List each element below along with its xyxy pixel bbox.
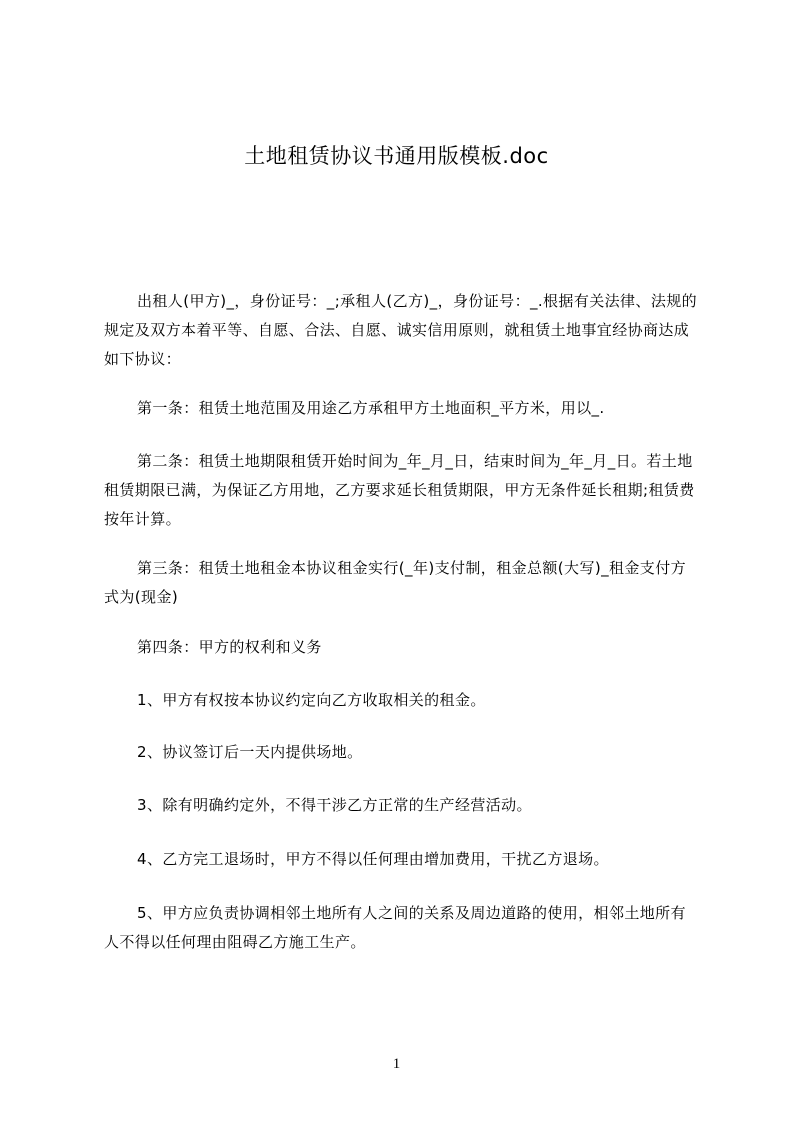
- list-item: 5、甲方应负责协调相邻土地所有人之间的关系及周边道路的使用，相邻土地所有人不得以任何理由阻碍乙方施工生产。: [104, 904, 686, 951]
- paragraph-preamble: 出租人(甲方)_，身份证号：_;承租人(乙方)_，身份证号：_.根据有关法律、法规的规定及双方本着平等、自愿、合法、自愿、诚实信用原则，就租赁土地事宜经协商达成如下协议：: [104, 292, 698, 368]
- paragraph-article-1: 第一条：租赁土地范围及用途乙方承租甲方土地面积_平方米，用以_.: [137, 399, 605, 417]
- list-item: 2、协议签订后一天内提供场地。: [137, 743, 363, 761]
- page-number: 1: [392, 1056, 401, 1072]
- paragraph-article-3: 第三条：租赁土地租金本协议租金实行(_年)支付制，租金总额(大写)_租金支付方式为(现金): [104, 559, 687, 606]
- paragraph-article-2: 第二条：租赁土地期限租赁开始时间为_年_月_日，结束时间为_年_月_日。若土地租赁期限已满，为保证乙方用地，乙方要求延长租赁期限，甲方无条件延长租期;租赁费按年计算。: [104, 452, 695, 528]
- list-item: 4、乙方完工退场时，甲方不得以任何理由增加费用，干扰乙方退场。: [137, 850, 609, 868]
- list-item: 1、甲方有权按本协议约定向乙方收取相关的租金。: [137, 691, 486, 709]
- document-title: 土地租赁协议书通用版模板.doc: [244, 144, 549, 168]
- list-item: 3、除有明确约定外，不得干涉乙方正常的生产经营活动。: [137, 796, 532, 814]
- paragraph-article-4-heading: 第四条：甲方的权利和义务: [137, 638, 322, 656]
